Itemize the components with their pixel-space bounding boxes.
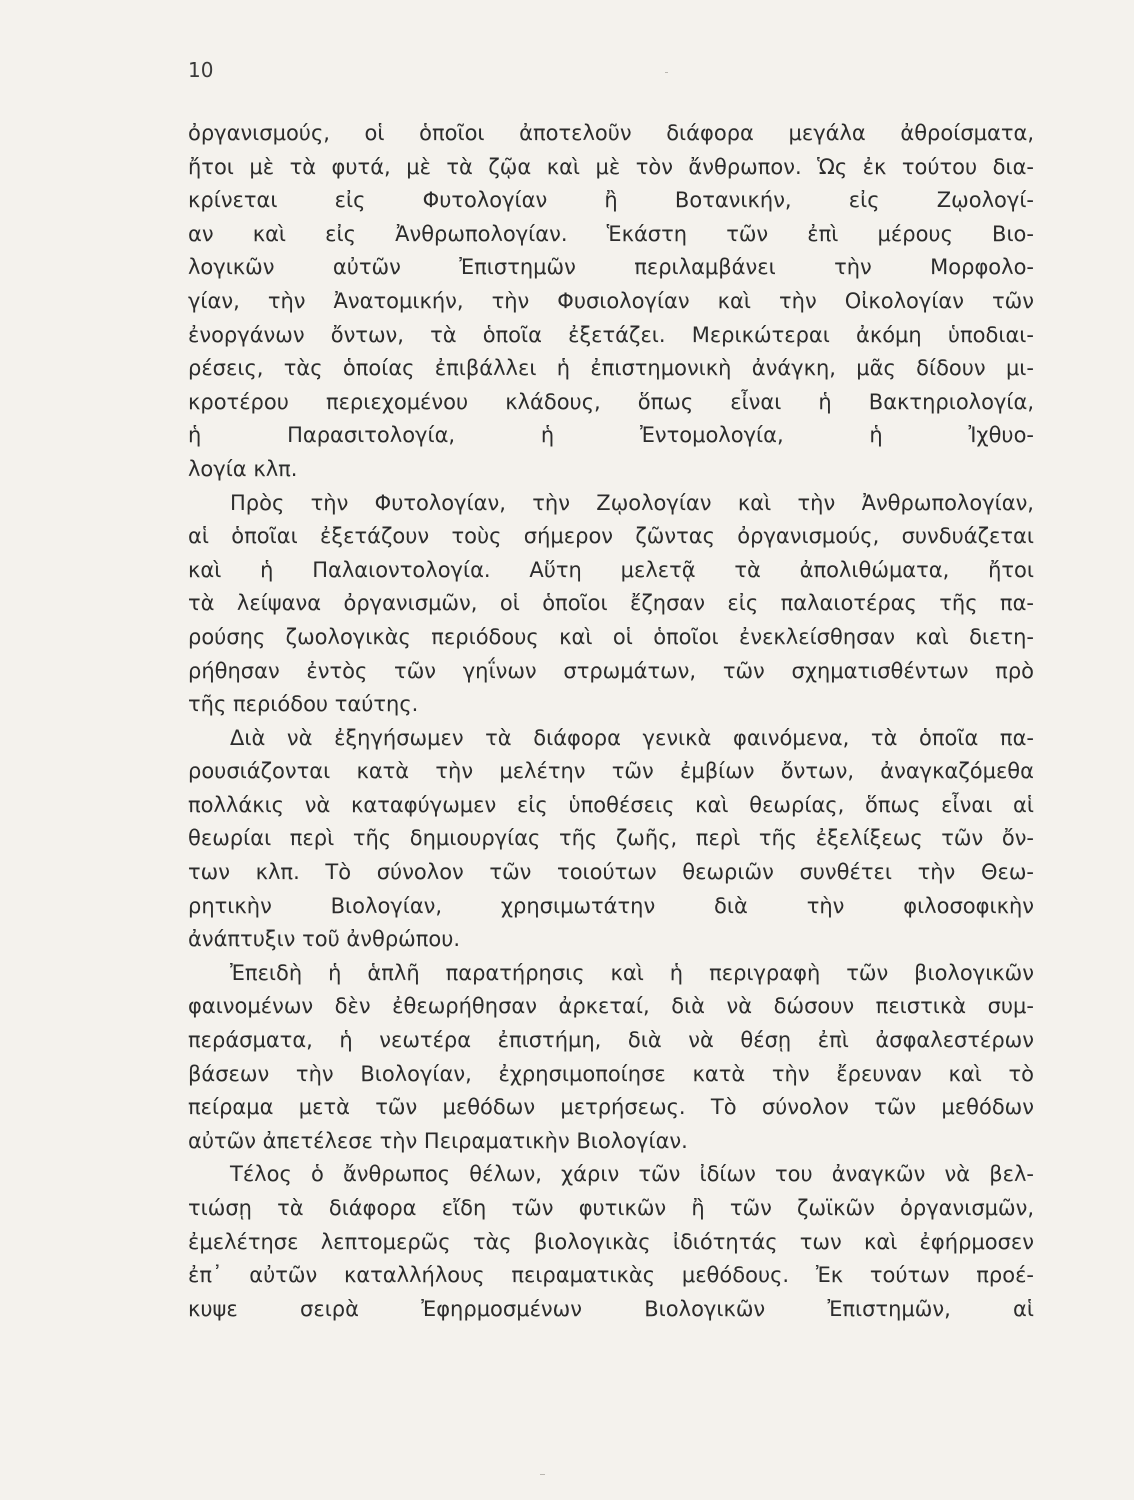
text-line: τιώσῃ τὰ διάφορα εἴδη τῶν φυτικῶν ἢ τῶν ζωϊκῶν ὀργανισμῶν, <box>188 1196 1034 1220</box>
paragraph-1 <box>188 117 1034 487</box>
text-line: λογία κλπ. <box>188 456 298 481</box>
text-line: καὶ ἡ Παλαιοντολογία. Αὕτη μελετᾷ τὰ ἀπολιθώματα, ἤτοι <box>188 557 1034 582</box>
paragraph-4 <box>188 957 1034 1159</box>
text-line: ἀνάπτυξιν τοῦ ἀνθρώπου. <box>188 927 461 952</box>
text-line: πείραμα μετὰ τῶν μεθόδων μετρήσεως. Τὸ σύνολον τῶν μεθόδων <box>188 1095 1034 1120</box>
text-line: ρουσιάζονται κατὰ τὴν μελέτην τῶν ἐμβίων ὄντων, ἀναγκαζόμεθα <box>188 759 1034 784</box>
text-line: Τέλος ὁ ἄνθρωπος θέλων, χάριν τῶν ἰδίων του ἀναγκῶν νὰ βελ- <box>230 1162 1034 1187</box>
text-line: κρίνεται εἰς Φυτολογίαν ἢ Βοτανικήν, εἰς Ζῳολογί- <box>188 188 1034 213</box>
paragraph-5 <box>188 1158 1034 1326</box>
text-line: κυψε σειρὰ Ἐφηρμοσμένων Βιολογικῶν Ἐπιστημῶν, αἱ <box>188 1296 1034 1321</box>
text-line: λογικῶν αὐτῶν Ἐπιστημῶν περιλαμβάνει τὴν Μορφολο- <box>188 255 1034 280</box>
text-line: βάσεων τὴν Βιολογίαν, ἐχρησιμοποίησε κατὰ τὴν ἔρευναν καὶ τὸ <box>188 1061 1034 1086</box>
text-line: αὐτῶν ἀπετέλεσε τὴν Πειραματικὴν Βιολογίαν. <box>188 1128 688 1153</box>
text-line: αἱ ὁποῖαι ἐξετάζουν τοὺς σήμερον ζῶντας ὀργανισμούς, συνδυάζεται <box>188 524 1034 549</box>
text-line: θεωρίαι περὶ τῆς δημιουργίας τῆς ζωῆς, περὶ τῆς ἐξελίξεως τῶν ὄν- <box>188 826 1034 851</box>
text-line: κροτέρου περιεχομένου κλάδους, ὅπως εἶναι ἡ Βακτηριολογία, <box>188 389 1034 414</box>
text-line: ρήθησαν ἐντὸς τῶν γηΐνων στρωμάτων, τῶν σχηματισθέντων πρὸ <box>188 658 1034 683</box>
text-line: πολλάκις νὰ καταφύγωμεν εἰς ὑποθέσεις καὶ θεωρίας, ὅπως εἶναι αἱ <box>188 792 1034 817</box>
text-line: ἐνοργάνων ὄντων, τὰ ὁποῖα ἐξετάζει. Μερικώτεραι ἀκόμη ὑποδιαι- <box>188 322 1034 347</box>
paragraph-2 <box>188 487 1034 722</box>
text-line: ἐμελέτησε λεπτομερῶς τὰς βιολογικὰς ἰδιότητάς των καὶ ἐφήρμοσεν <box>188 1229 1034 1254</box>
text-line: τῆς περιόδου ταύτης. <box>188 692 419 717</box>
text-line: Πρὸς τὴν Φυτολογίαν, τὴν Ζῳολογίαν καὶ τὴν Ἀνθρωπολογίαν, <box>230 490 1034 515</box>
text-line: Ἐπειδὴ ἡ ἁπλῆ παρατήρησις καὶ ἡ περιγραφὴ τῶν βιολογικῶν <box>230 960 1034 985</box>
text-line: ρούσης ζωολογικὰς περιόδους καὶ οἱ ὁποῖοι ἐνεκλείσθησαν καὶ διετη- <box>188 624 1034 649</box>
text-body <box>188 117 1034 1326</box>
text-line: ἐπ᾿ αὐτῶν καταλλήλους πειραματικὰς μεθόδους. Ἐκ τούτων προέ- <box>188 1263 1034 1288</box>
page-number: 10 <box>188 58 214 82</box>
text-line: περάσματα, ἡ νεωτέρα ἐπιστήμη, διὰ νὰ θέσῃ ἐπὶ ἀσφαλεστέρων <box>188 1028 1034 1053</box>
text-line: ἤτοι μὲ τὰ φυτά, μὲ τὰ ζῷα καὶ μὲ τὸν ἄνθρωπον. Ὡς ἐκ τούτου δια- <box>188 154 1034 179</box>
text-line: τὰ λείψανα ὀργανισμῶν, οἱ ὁποῖοι ἔζησαν εἰς παλαιοτέρας τῆς πα- <box>188 591 1034 616</box>
text-line: Διὰ νὰ ἐξηγήσωμεν τὰ διάφορα γενικὰ φαινόμενα, τὰ ὁποῖα πα- <box>230 725 1034 750</box>
paper-speck <box>540 1474 545 1475</box>
paper-speck <box>665 72 668 73</box>
text-line: ρητικὴν Βιολογίαν, χρησιμωτάτην διὰ τὴν φιλοσοφικὴν <box>188 893 1034 918</box>
text-line: αν καὶ εἰς Ἀνθρωπολογίαν. Ἑκάστη τῶν ἐπὶ μέρους Βιο- <box>188 221 1034 246</box>
text-line: ὀργανισμούς, οἱ ὁποῖοι ἀποτελοῦν διάφορα μεγάλα ἀθροίσματα, <box>188 121 1034 145</box>
paragraph-3 <box>188 722 1034 957</box>
text-line: γίαν, τὴν Ἀνατομικήν, τὴν Φυσιολογίαν καὶ τὴν Οἰκολογίαν τῶν <box>188 288 1034 313</box>
text-line: ἡ Παρασιτολογία, ἡ Ἐντομολογία, ἡ Ἰχθυο- <box>188 423 1034 448</box>
text-line: ρέσεις, τὰς ὁποίας ἐπιβάλλει ἡ ἐπιστημονικὴ ἀνάγκη, μᾶς δίδουν μι- <box>188 356 1034 381</box>
text-line: των κλπ. Τὸ σύνολον τῶν τοιούτων θεωριῶν συνθέτει τὴν Θεω- <box>188 860 1034 885</box>
text-line: φαινομένων δὲν ἐθεωρήθησαν ἀρκεταί, διὰ νὰ δώσουν πειστικὰ συμ- <box>188 994 1034 1019</box>
